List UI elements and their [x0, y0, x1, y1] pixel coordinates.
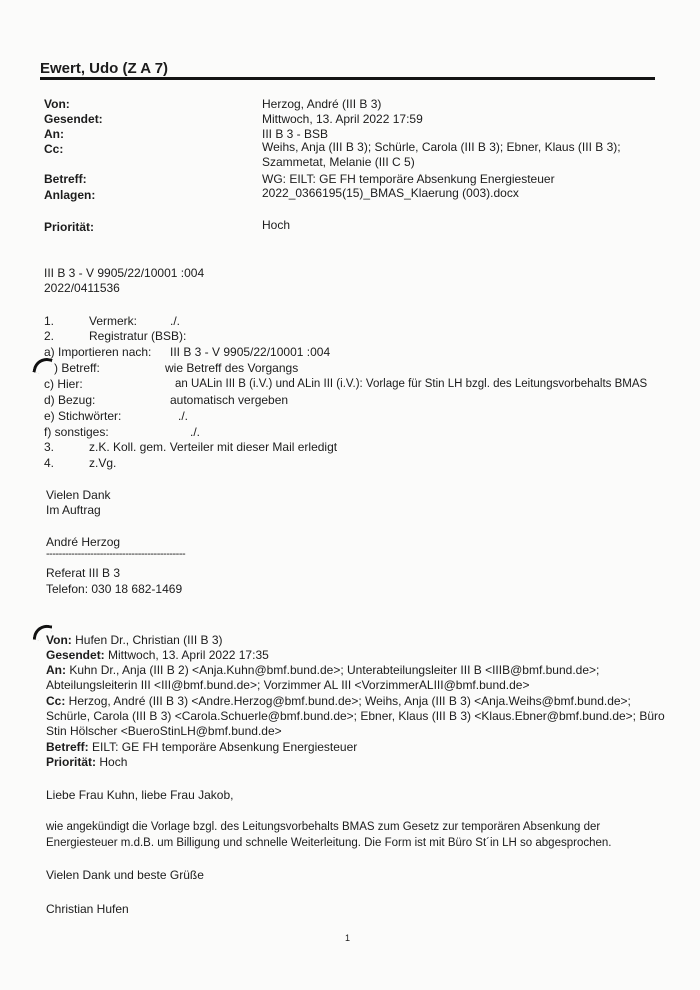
cc-value-line2: Szammetat, Melanie (III C 5) [262, 155, 415, 169]
fwd-priority [46, 755, 127, 770]
step-2-label: Registratur (BSB): [89, 329, 187, 343]
closing-order: Im Auftrag [46, 503, 101, 517]
step-4-label: z.Vg. [89, 456, 117, 470]
fwd-greeting: Liebe Frau Kuhn, liebe Frau Jakob, [46, 788, 234, 802]
closing-phone: Telefon: 030 18 682-1469 [46, 582, 183, 596]
step-2c-value: an UALin III B (i.V.) und ALin III (i.V.): Vorlage für Stin LH bzgl. des Leitungsvorbehalts BMAS [175, 378, 648, 390]
step-1-num: 1. [44, 314, 55, 328]
fwd-from-value: Hufen Dr., Christian (III B 3) [71, 633, 223, 647]
step-2-num: 2. [44, 329, 55, 343]
fwd-signature: Christian Hufen [46, 902, 129, 916]
fwd-sent [46, 648, 269, 663]
fwd-to-label: An: [46, 663, 66, 677]
cc-value-line1: Weihs, Anja (III B 3); Schürle, Carola (III B 3); Ebner, Klaus (III B 3); [262, 140, 621, 154]
fwd-subject [46, 740, 357, 755]
sent-value: Mittwoch, 13. April 2022 17:59 [262, 112, 423, 126]
step-2f-label: f) sonstiges: [44, 425, 109, 439]
fwd-sent-label: Gesendet: [46, 648, 105, 662]
step-1-value: ./. [170, 314, 181, 328]
step-2e-value: ./. [178, 409, 189, 423]
fwd-sent-value: Mittwoch, 13. April 2022 17:35 [104, 648, 269, 662]
from-label: Von: [44, 97, 70, 111]
step-3-label: z.K. Koll. gem. Verteiler mit dieser Mail erledigt [89, 440, 338, 454]
reference-line2: 2022/0411536 [44, 281, 120, 295]
page-number: 1 [345, 933, 351, 943]
handwritten-bracket-mark [32, 355, 52, 375]
closing-thanks: Vielen Dank [46, 488, 111, 502]
page-title: Ewert, Udo (Z A 7) [40, 60, 169, 77]
fwd-body-line2: Energiesteuer m.d.B. um Billigung und schnelle Weiterleitung. Die Form ist mit Büro St´in LH so abgesprochen. [46, 837, 612, 849]
signature-separator: -------------------------------------------- [46, 548, 186, 560]
step-4-num: 4. [44, 456, 55, 470]
fwd-to-line2: Abteilungsleiterin III <III@bmf.bund.de>; Vorzimmer AL III <VorzimmerALIII@bmf.bund.de> [46, 678, 530, 692]
step-2e-label: e) Stichwörter: [44, 409, 122, 423]
sent-label: Gesendet: [44, 112, 103, 126]
step-2d-value: automatisch vergeben [170, 393, 289, 407]
step-2b-label: ) Betreff: [54, 361, 100, 375]
step-2a-value: III B 3 - V 9905/22/10001 :004 [170, 345, 331, 359]
fwd-cc-line1 [46, 694, 631, 709]
fwd-cc-label: Cc: [46, 694, 66, 708]
fwd-to-value: Kuhn Dr., Anja (III B 2) <Anja.Kuhn@bmf.bund.de>; Unterabteilungsleiter III B <IIIB@bmf.bund.de>; [66, 663, 600, 677]
fwd-from [46, 633, 223, 648]
fwd-from-label: Von: [46, 633, 72, 647]
step-2c-label: c) Hier: [44, 377, 83, 391]
attachments-value: 2022_0366195(15)_BMAS_Klaerung (003).docx [262, 186, 519, 200]
closing-name: André Herzog [46, 535, 121, 549]
fwd-cc-value: Herzog, André (III B 3) <Andre.Herzog@bmf.bund.de>; Weihs, Anja (III B 3) <Anja.Weihs@bmf.bund.de>; [65, 694, 631, 708]
to-value: III B 3 - BSB [262, 127, 329, 141]
step-2d-label: d) Bezug: [44, 393, 96, 407]
priority-label: Priorität: [44, 220, 95, 234]
fwd-cc-line2: Schürle, Carola (III B 3) <Carola.Schuerle@bmf.bund.de>; Ebner, Klaus (III B 3) <Klaus.Ebner@bmf.bund.de>; Büro [46, 709, 665, 723]
fwd-subject-value: EILT: GE FH temporäre Absenkung Energiesteuer [88, 740, 358, 754]
step-2a-label: a) Importieren nach: [44, 345, 152, 359]
from-value: Herzog, André (III B 3) [262, 97, 382, 111]
attachments-label: Anlagen: [44, 188, 96, 202]
fwd-thanks: Vielen Dank und beste Grüße [46, 868, 204, 882]
closing-unit: Referat III B 3 [46, 566, 121, 580]
fwd-subject-label: Betreff: [46, 740, 89, 754]
step-1-label: Vermerk: [89, 314, 138, 328]
step-3-num: 3. [44, 440, 55, 454]
step-2b-value: wie Betreff des Vorgangs [165, 361, 299, 375]
fwd-priority-value: Hoch [96, 755, 128, 769]
subject-value: WG: EILT: GE FH temporäre Absenkung Energiesteuer [262, 172, 555, 186]
priority-value: Hoch [262, 218, 291, 232]
fwd-cc-line3: Stin Hölscher <BueroStinLH@bmf.bund.de> [46, 724, 282, 738]
reference-line1: III B 3 - V 9905/22/10001 :004 [44, 266, 205, 280]
fwd-body-line1: wie angekündigt die Vorlage bzgl. des Leitungsvorbehalts BMAS zum Gesetz zur temporären Absenkung der [46, 821, 601, 833]
fwd-to-line1 [46, 663, 599, 678]
title-divider [40, 77, 655, 80]
to-label: An: [44, 127, 64, 141]
fwd-priority-label: Priorität: [46, 755, 97, 769]
step-2f-value: ./. [190, 425, 201, 439]
cc-label: Cc: [44, 142, 64, 156]
subject-label: Betreff: [44, 172, 87, 186]
